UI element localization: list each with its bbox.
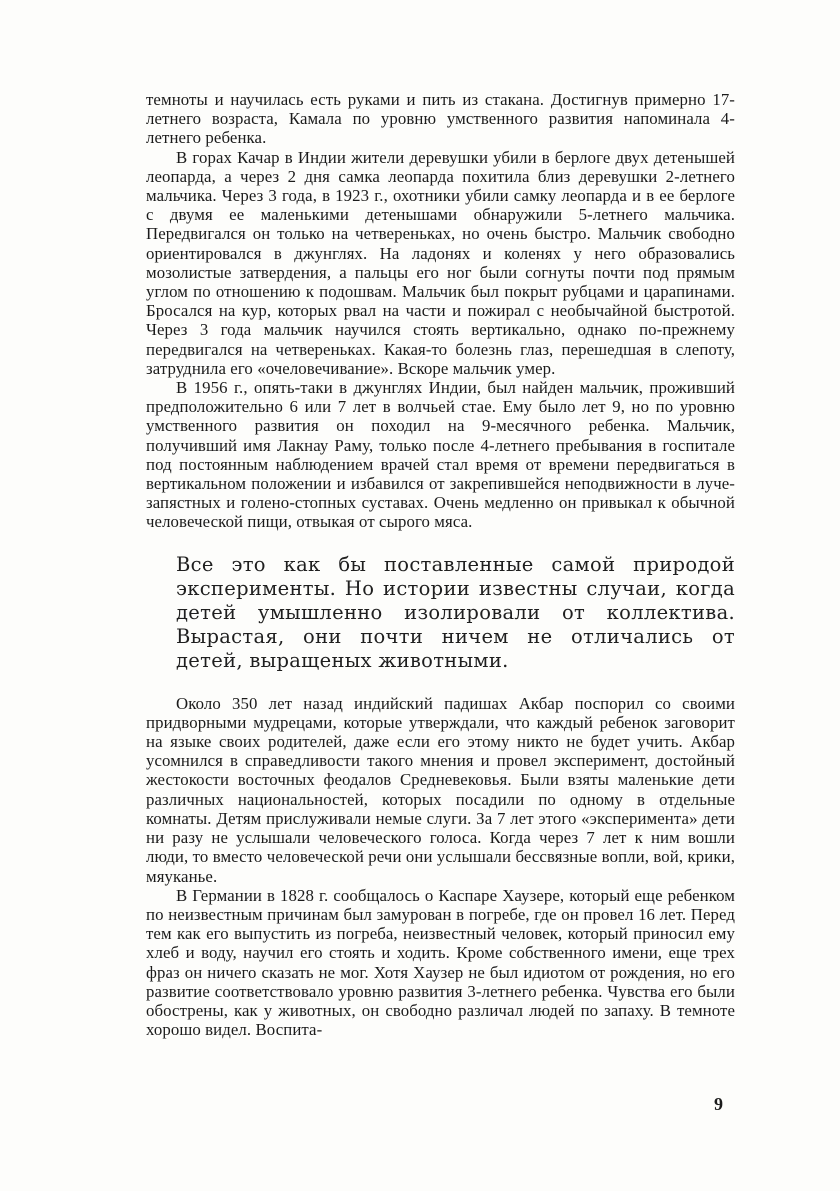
callout-highlight: Все это как бы поставленные самой природой эксперименты. Но истории известны случаи, когда детей умышленно изолировали от коллектива. Вырастая, они почти ничем не отличались от детей, выращеных животными. xyxy=(176,552,735,672)
page-number: 9 xyxy=(714,1094,723,1114)
paragraph-continuation: темноты и научилась есть руками и пить из стакана. Достигнув примерно 17-летнего возраста, Камала по уровню умственного развития напоминала 4-летнего ребенка. xyxy=(146,90,735,148)
bottom-text-block xyxy=(146,694,735,1040)
paragraph-kachar-boy: В горах Качар в Индии жители деревушки убили в берлоге двух детенышей леопарда, а через 2 дня самка леопарда похитила близ деревушки 2-летнего мальчика. Через 3 года, в 1923 г., охотники убили самку леопарда и в ее берлоге с двумя ее маленькими детенышами обнаружили 5-летнего мальчика. Передвигался он только на четвереньках, но очень быстро. Мальчик свободно ориентировался в джунглях. На ладонях и коленях у него образовались мозолистые затвердения, а пальцы его ног были согнуты почти под прямым углом по отношению к подошвам. Мальчик был покрыт рубцами и царапинами. Бросался на кур, которых рвал на части и пожирал с необычайной быстротой. Через 3 года мальчик научился стоять вертикально, однако по-прежнему передвигался на четвереньках. Какая-то болезнь глаз, перешедшая в слепоту, затруднила его «очеловечивание». Вскоре мальчик умер. xyxy=(146,147,735,378)
text-column xyxy=(146,90,735,1039)
paragraph-lucknow-ramu: В 1956 г., опять-таки в джунглях Индии, был найден мальчик, проживший предположительно 6 или 7 лет в волчьей стае. Ему было лет 9, но по уровню умственного развития он походил на 9-месячного ребенка. Мальчик, получивший имя Лакнау Раму, только после 4-летнего пребывания в госпитале под постоянным наблюдением врачей стал время от времени передвигаться в вертикальном положении и избавился от закрепившейся неподвижности в луче-запястных и голено-стопных суставах. Очень медленно он привыкал к обычной человеческой пищи, отвыкая от сырого мяса. xyxy=(146,378,735,532)
paragraph-kaspar-hauser: В Германии в 1828 г. сообщалось о Каспаре Хаузере, который еще ребенком по неизвестным причинам был замурован в погребе, где он провел 16 лет. Перед тем как его выпустить из погреба, неизвестный человек, который приносил ему хлеб и воду, научил его стоять и ходить. Кроме собственного имени, еще трех фраз он ничего сказать не мог. Хотя Хаузер не был идиотом от рождения, но его развитие соответствовало уровню развития 3-летнего ребенка. Чувства его были обострены, как у животных, он свободно различал людей по запаху. В темноте хорошо видел. Воспита- xyxy=(146,885,735,1040)
top-text-block xyxy=(146,90,735,532)
paragraph-akbar-experiment: Около 350 лет назад индийский падишах Акбар поспорил со своими придворными мудрецами, которые утверждали, что каждый ребенок заговорит на языке своих родителей, даже если его этому никто не будет учить. Акбар усомнился в справедливости такого мнения и провел эксперимент, достойный жестокости восточных феодалов Средневековья. Были взяты маленькие дети различных национальностей, которых посадили по одному в отдельные комнаты. Детям прислуживали немые слуги. За 7 лет этого «эксперимента» дети ни разу не услышали человеческого голоса. Когда через 7 лет к ним вошли люди, то вместо человеческой речи они услышали бессвязные вопли, вой, крики, мяуканье. xyxy=(146,693,735,886)
